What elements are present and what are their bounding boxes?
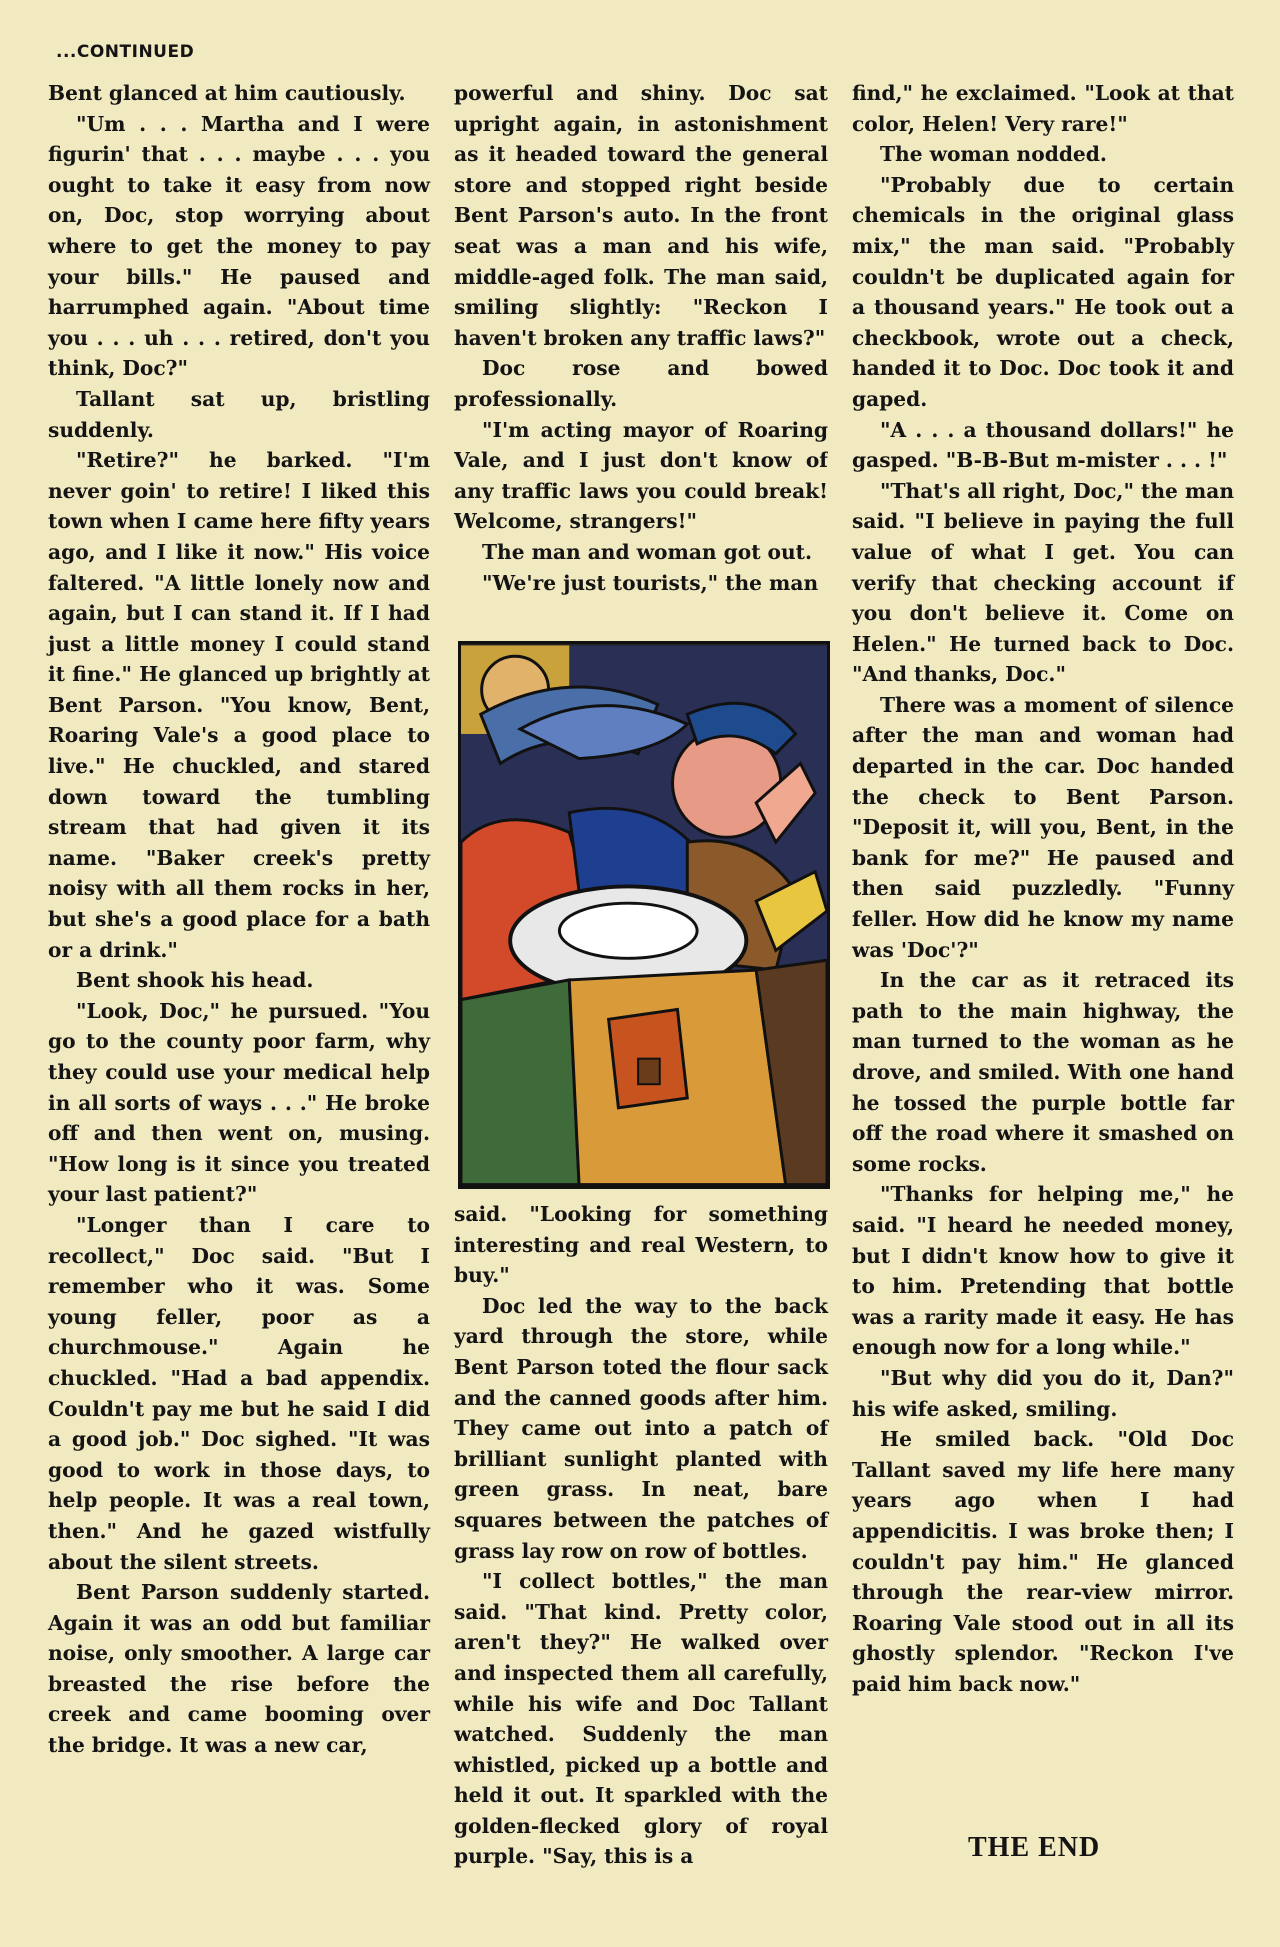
paragraph: "A . . . a thousand dollars!" he gasped. "B-B-But m-mister . . . !" <box>852 417 1234 473</box>
text-column-2 <box>454 78 828 1872</box>
paragraph: "Probably due to certain chemicals in the original glass mix," the man said. "Probably couldn't be duplicated again for a thousand years." He took out a checkbook, wrote out a check, handed it to Doc. Doc took it and gaped. <box>852 172 1234 411</box>
paragraph: "I collect bottles," the man said. "That kind. Pretty color, aren't they?" He walked over and inspected them all carefully, while his wife and Doc Tallant watched. Suddenly the man whistled, picked up a bottle and held it out. It sparkled with the golden-flecked glory of royal purple. "Say, this is a <box>454 1569 828 1869</box>
paragraph: "Longer than I care to recollect," Doc said. "But I remember who it was. Some young feller, poor as a churchmouse." Again he chuckled. "Had a bad appendix. Couldn't pay me but he said I did a good job." Doc sighed. "It was good to work in those days, to help people. It was a real town, then." And he gazed wistfully about the silent streets. <box>48 1212 430 1574</box>
paragraph: "Look, Doc," he pursued. "You go to the county poor farm, why they could use your medical help in all sorts of ways . . ." He broke off and then went on, musing. "How long is it since you treated your last patient?" <box>48 998 430 1207</box>
illustration-art <box>461 644 827 1186</box>
paragraph: There was a moment of silence after the man and woman had departed in the car. Doc handed the check to Bent Parson. "Deposit it, will you, Bent, in the bank for me?" He paused and then said puzzledly. "Funny feller. How did he know my name was 'Doc'?" <box>852 692 1234 962</box>
paragraph: "That's all right, Doc," the man said. "I believe in paying the full value of what I get. You can verify that checking account if you don't believe it. Come on Helen." He turned back to Doc. "And thanks, Doc." <box>852 478 1234 687</box>
paragraph: The man and woman got out. <box>482 539 813 564</box>
paragraph: He smiled back. "Old Doc Tallant saved my life here many years ago when I had appendicitis. I was broke then; I couldn't pay him." He glanced through the rear-view mirror. Roaring Vale stood out in all its ghostly splendor. "Reckon I've paid him back now." <box>852 1427 1234 1696</box>
comic-illustration <box>458 641 830 1189</box>
paragraph: "Um . . . Martha and I were figurin' that . . . maybe . . . you ought to take it easy from now on, Doc, stop worrying about where to get the money to pay your bills." He paused and harrumphed again. "About time you . . . uh . . . retired, don't you think, Doc?" <box>48 111 430 381</box>
paragraph: find," he exclaimed. "Look at that color, Helen! Very rare!" <box>852 81 1234 136</box>
continued-label: ...CONTINUED <box>56 42 195 62</box>
paragraph: Bent shook his head. <box>76 968 314 993</box>
paragraph: Bent Parson suddenly started. Again it was an odd but familiar noise, only smoother. A large car breasted the rise before the creek and came booming over the bridge. It was a new car, <box>48 1580 430 1758</box>
the-end-label: THE END <box>968 1832 1101 1863</box>
paragraph: "But why did you do it, Dan?" his wife asked, smiling. <box>852 1365 1234 1421</box>
paragraph: powerful and shiny. Doc sat upright again, in astonishment as it headed toward the general store and stopped right beside Bent Parson's auto. In the front seat was a man and his wife, middle-aged folk. The man said, smiling slightly: "Reckon I haven't broken any traffic laws?" <box>454 81 828 350</box>
paragraph: "Thanks for helping me," he said. "I heard he needed money, but I didn't know how to give it to him. Pretending that bottle was a rarity made it easy. He has enough now for a long while." <box>852 1182 1234 1360</box>
paragraph: "We're just tourists," the man <box>482 570 819 595</box>
paragraph: The woman nodded. <box>880 142 1107 167</box>
paragraph: Doc rose and bowed professionally. <box>454 356 828 411</box>
paragraph: Tallant sat up, bristling suddenly. <box>48 386 430 442</box>
paragraph: said. "Looking for something interesting and real Western, to buy." <box>454 1202 828 1288</box>
text-column-1 <box>48 78 430 1761</box>
text-column-3 <box>852 78 1234 1699</box>
paragraph: Doc led the way to the back yard through the store, while Bent Parson toted the flour sack and the canned goods after him. They came out into a patch of brilliant sunlight planted with green grass. In neat, bare squares between the patches of grass lay row on row of bottles. <box>454 1293 828 1563</box>
paragraph: In the car as it retraced its path to the main highway, the man turned to the woman as he drove, and smiled. With one hand he tossed the purple bottle far off the road where it smashed on some rocks. <box>852 968 1234 1176</box>
paragraph: "I'm acting mayor of Roaring Vale, and I just don't know of any traffic laws you could break! Welcome, strangers!" <box>454 417 828 534</box>
paragraph: "Retire?" he barked. "I'm never goin' to retire! I liked this town when I came here fifty years ago, and I like it now." His voice faltered. "A little lonely now and again, but I can stand it. If I had just a little money I could stand it fine." He glanced up brightly at Bent Parson. "You know, Bent, Roaring Vale's a good place to live." He chuckled, and stared down toward the tumbling stream that had given it its name. "Baker creek's pretty noisy with all them rocks in her, but she's a good place for a bath or a drink." <box>48 448 430 962</box>
paragraph: Bent glanced at him cautiously. <box>48 81 406 105</box>
